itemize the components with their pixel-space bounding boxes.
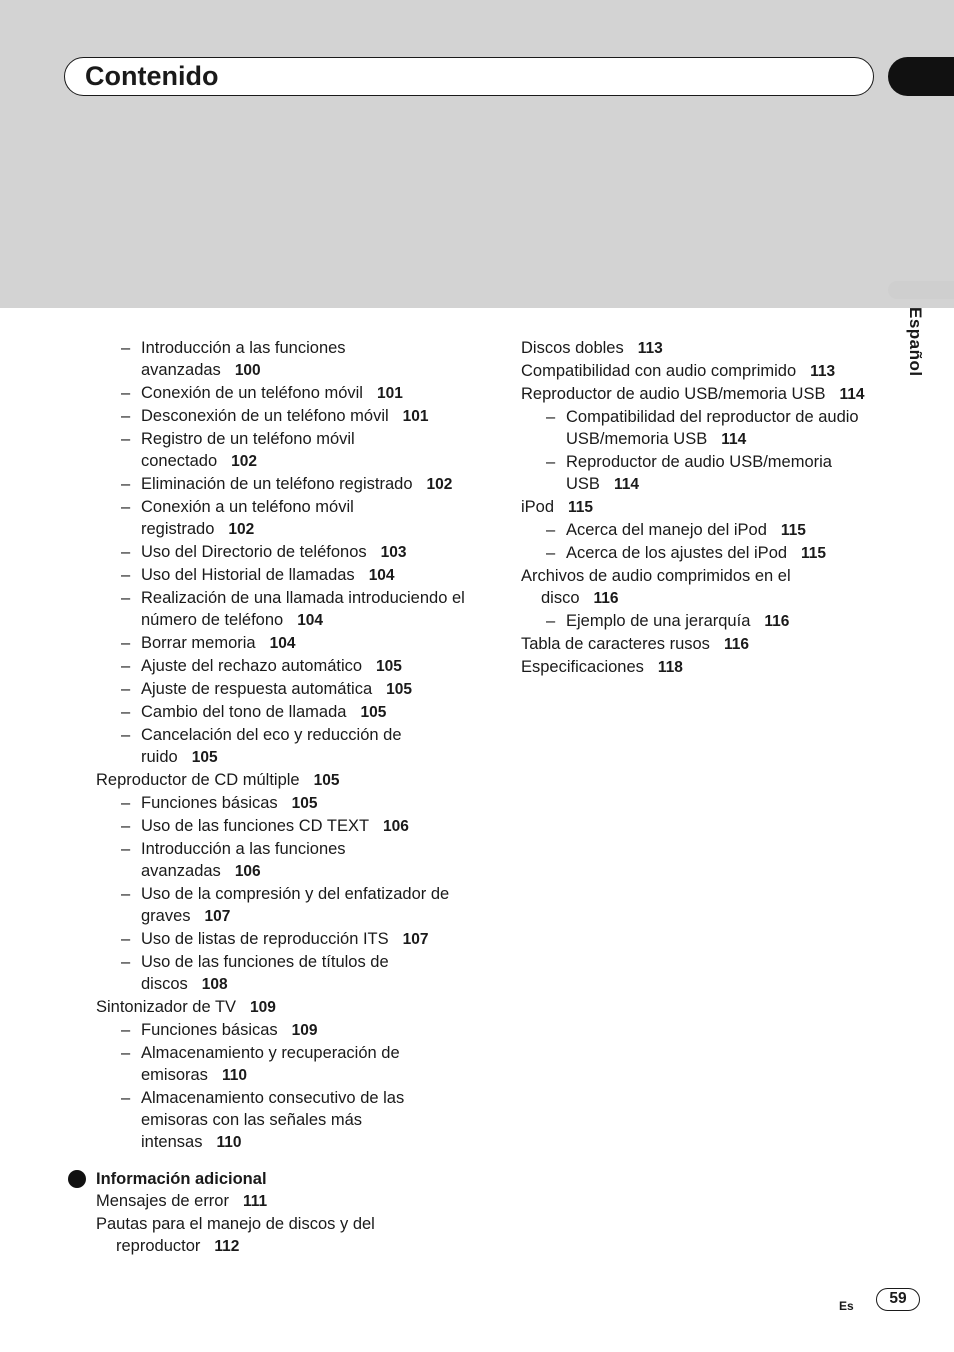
section-title: Información adicional (96, 1170, 267, 1188)
toc-entry-page: 114 (613, 476, 639, 493)
toc-entry[interactable] (521, 360, 871, 383)
toc-entry-text: Borrar memoria (141, 634, 256, 652)
dash-icon: – (121, 885, 131, 903)
section-bullet-icon (68, 1170, 86, 1188)
toc-entry[interactable] (96, 1042, 466, 1087)
toc-entry-text: Uso de las funciones de títulos de discos (141, 953, 389, 993)
dash-icon: – (121, 1089, 131, 1107)
toc-entry-page: 112 (214, 1238, 240, 1255)
section-heading (96, 1168, 466, 1190)
toc-entry[interactable] (96, 655, 466, 678)
toc-entry-text: Uso de las funciones CD TEXT (141, 817, 370, 835)
toc-entry-text: Introducción a las funciones avanzadas (141, 339, 346, 379)
header-band (0, 0, 954, 308)
toc-entry-page: 104 (297, 612, 324, 629)
dash-icon: – (121, 703, 131, 721)
toc-entry-page: 106 (383, 818, 409, 835)
toc-entry-page: 114 (721, 431, 747, 448)
language-label: Español (906, 307, 925, 377)
dash-icon: – (546, 408, 556, 426)
toc-entry[interactable] (96, 428, 466, 473)
toc-entry-text: Conexión a un teléfono móvil registrado (141, 498, 354, 538)
toc-entry-text: Cambio del tono de llamada (141, 703, 347, 721)
toc-entry-page: 107 (402, 931, 429, 948)
toc-entry-text: Reproductor de audio USB/memoria USB (566, 453, 832, 493)
toc-entry[interactable] (521, 383, 871, 406)
toc-entry-text: Compatibilidad con audio comprimido (521, 362, 797, 380)
toc-entry[interactable] (96, 678, 466, 701)
dash-icon: – (121, 794, 131, 812)
toc-entry-page: 102 (228, 521, 255, 538)
toc-entry[interactable] (521, 451, 871, 496)
toc-entry[interactable] (96, 996, 466, 1019)
toc-entry-text: Uso del Historial de llamadas (141, 566, 355, 584)
toc-entry[interactable] (96, 1190, 466, 1213)
page-title: Contenido (85, 61, 219, 91)
toc-entry[interactable] (96, 769, 466, 792)
toc-entry-page: 109 (291, 1022, 318, 1039)
toc-entry-text: Funciones básicas (141, 1021, 278, 1039)
toc-entry-page: 104 (368, 567, 395, 584)
toc-entry-page: 108 (201, 976, 228, 993)
toc-entry[interactable] (96, 701, 466, 724)
toc-entry-page: 105 (360, 704, 387, 721)
toc-entry-text: Pautas para el manejo de discos y del reproductor (96, 1215, 375, 1255)
toc-entry-page: 107 (204, 908, 231, 925)
toc-entry[interactable] (96, 541, 466, 564)
toc-entry-text: Acerca del manejo del iPod (566, 521, 767, 539)
toc-entry-text: Reproductor de audio USB/memoria USB (521, 385, 826, 403)
toc-entry[interactable] (96, 405, 466, 428)
toc-entry[interactable] (96, 724, 466, 769)
title-box (64, 57, 874, 96)
toc-entry-page: 114 (839, 386, 865, 403)
footer-language: Es (839, 1299, 854, 1313)
toc-entry-text: Tabla de caracteres rusos (521, 635, 710, 653)
dash-icon: – (121, 726, 131, 744)
toc-entry-page: 102 (231, 453, 258, 470)
toc-entry-page: 118 (657, 659, 683, 676)
dash-icon: – (121, 589, 131, 607)
toc-entry-page: 109 (250, 999, 276, 1016)
dash-icon: – (121, 634, 131, 652)
toc-entry-page: 105 (386, 681, 413, 698)
toc-entry[interactable] (96, 496, 466, 541)
toc-entry[interactable] (521, 565, 871, 610)
dash-icon: – (121, 840, 131, 858)
dash-icon: – (546, 453, 556, 471)
toc-entry[interactable] (96, 587, 466, 632)
dash-icon: – (121, 339, 131, 357)
toc-entry[interactable] (96, 632, 466, 655)
toc-entry-page: 105 (376, 658, 402, 675)
language-tab (888, 281, 954, 299)
toc-entry-text: Uso del Directorio de teléfonos (141, 543, 367, 561)
toc-entry-text: Almacenamiento consecutivo de las emisoras con las señales más intensas (141, 1089, 405, 1151)
toc-entry-text: iPod (521, 498, 555, 516)
toc-entry-page: 110 (216, 1134, 242, 1151)
toc-entry-page: 110 (221, 1067, 247, 1084)
toc-entry-text: Especificaciones (521, 658, 644, 676)
toc-entry-page: 102 (426, 476, 453, 493)
toc-entry[interactable] (521, 542, 871, 565)
toc-entry[interactable] (521, 610, 871, 633)
toc-entry-text: Mensajes de error (96, 1192, 229, 1210)
dash-icon: – (121, 817, 131, 835)
toc-entry-text: Reproductor de CD múltiple (96, 771, 300, 789)
toc-entry[interactable] (521, 656, 871, 679)
toc-entry-text: Sintonizador de TV (96, 998, 237, 1016)
toc-entry-page: 100 (234, 362, 261, 379)
toc-entry-text: Conexión de un teléfono móvil (141, 384, 363, 402)
toc-entry[interactable] (96, 473, 466, 496)
toc-entry-text: Introducción a las funciones avanzadas (141, 840, 346, 880)
toc-entry-page: 101 (402, 408, 429, 425)
toc-entry[interactable] (96, 382, 466, 405)
dash-icon: – (121, 930, 131, 948)
toc-left-entries (96, 337, 466, 1154)
toc-entry[interactable] (521, 337, 871, 360)
toc-entry[interactable] (96, 951, 466, 996)
dash-icon: – (121, 657, 131, 675)
dash-icon: – (121, 566, 131, 584)
toc-entry-text: Desconexión de un teléfono móvil (141, 407, 389, 425)
toc-entry-text: Eliminación de un teléfono registrado (141, 475, 413, 493)
toc-entry[interactable] (96, 883, 466, 928)
dash-icon: – (546, 521, 556, 539)
toc-entry-page: 116 (593, 590, 619, 607)
dash-icon: – (121, 407, 131, 425)
toc-entry-text: Ajuste del rechazo automático (141, 657, 363, 675)
toc-entry-page: 113 (637, 340, 663, 357)
toc-entry-page: 115 (801, 545, 827, 562)
toc-entry-page: 113 (810, 363, 836, 380)
toc-entry[interactable] (96, 792, 466, 815)
dash-icon: – (546, 612, 556, 630)
toc-entry-page: 101 (376, 385, 403, 402)
dash-icon: – (546, 544, 556, 562)
dash-icon: – (121, 543, 131, 561)
toc-entry-text: Discos dobles (521, 339, 624, 357)
toc-entry-text: Uso de listas de reproducción ITS (141, 930, 389, 948)
toc-entry-text: Cancelación del eco y reducción de ruido (141, 726, 402, 766)
toc-entry-text: Realización de una llamada introduciendo el número de teléfono (141, 589, 465, 629)
toc-entry[interactable] (96, 564, 466, 587)
toc-entry-page: 115 (568, 499, 594, 516)
toc-entry[interactable] (521, 519, 871, 542)
toc-entry-text: Compatibilidad del reproductor de audio USB/memoria USB (566, 408, 859, 448)
dash-icon: – (121, 680, 131, 698)
toc-entry-text: Uso de la compresión y del enfatizador de graves (141, 885, 450, 925)
toc-right-entries (521, 337, 871, 679)
toc-entry[interactable] (521, 496, 871, 519)
toc-entry-page: 105 (313, 772, 340, 789)
toc-entry-page: 105 (291, 795, 318, 812)
toc-entry[interactable] (96, 815, 466, 838)
dash-icon: – (121, 953, 131, 971)
toc-entry-text: Almacenamiento y recuperación de emisoras (141, 1044, 400, 1084)
dash-icon: – (121, 1021, 131, 1039)
toc-entry-page: 105 (191, 749, 218, 766)
dash-icon: – (121, 430, 131, 448)
toc-entry[interactable] (96, 1087, 466, 1154)
section-tab (888, 57, 954, 96)
toc-entry-text: Funciones básicas (141, 794, 278, 812)
toc-entry[interactable] (521, 633, 871, 656)
toc-entry-text: Ajuste de respuesta automática (141, 680, 373, 698)
toc-entry-text: Archivos de audio comprimidos en el disco (521, 567, 791, 607)
toc-entry[interactable] (96, 337, 466, 382)
toc-entry[interactable] (96, 928, 466, 951)
toc-entry-page: 115 (780, 522, 806, 539)
toc-entry[interactable] (96, 1019, 466, 1042)
toc-entry-page: 116 (764, 613, 790, 630)
toc-right-column (521, 337, 871, 679)
dash-icon: – (121, 384, 131, 402)
toc-entry-page: 103 (380, 544, 407, 561)
toc-left-column (96, 337, 466, 1258)
toc-entry-text: Acerca de los ajustes del iPod (566, 544, 788, 562)
toc-entry-page: 116 (723, 636, 749, 653)
toc-entry-page: 106 (234, 863, 261, 880)
toc-entry-page: 104 (269, 635, 296, 652)
toc-entry-text: Registro de un teléfono móvil conectado (141, 430, 355, 470)
toc-entry[interactable] (96, 1213, 466, 1258)
dash-icon: – (121, 498, 131, 516)
toc-entry-page: 111 (242, 1193, 268, 1210)
toc-entry-text: Ejemplo de una jerarquía (566, 612, 751, 630)
section-entries (96, 1190, 466, 1258)
dash-icon: – (121, 475, 131, 493)
dash-icon: – (121, 1044, 131, 1062)
toc-entry[interactable] (521, 406, 871, 451)
page-number: 59 (876, 1288, 920, 1311)
toc-entry[interactable] (96, 838, 466, 883)
